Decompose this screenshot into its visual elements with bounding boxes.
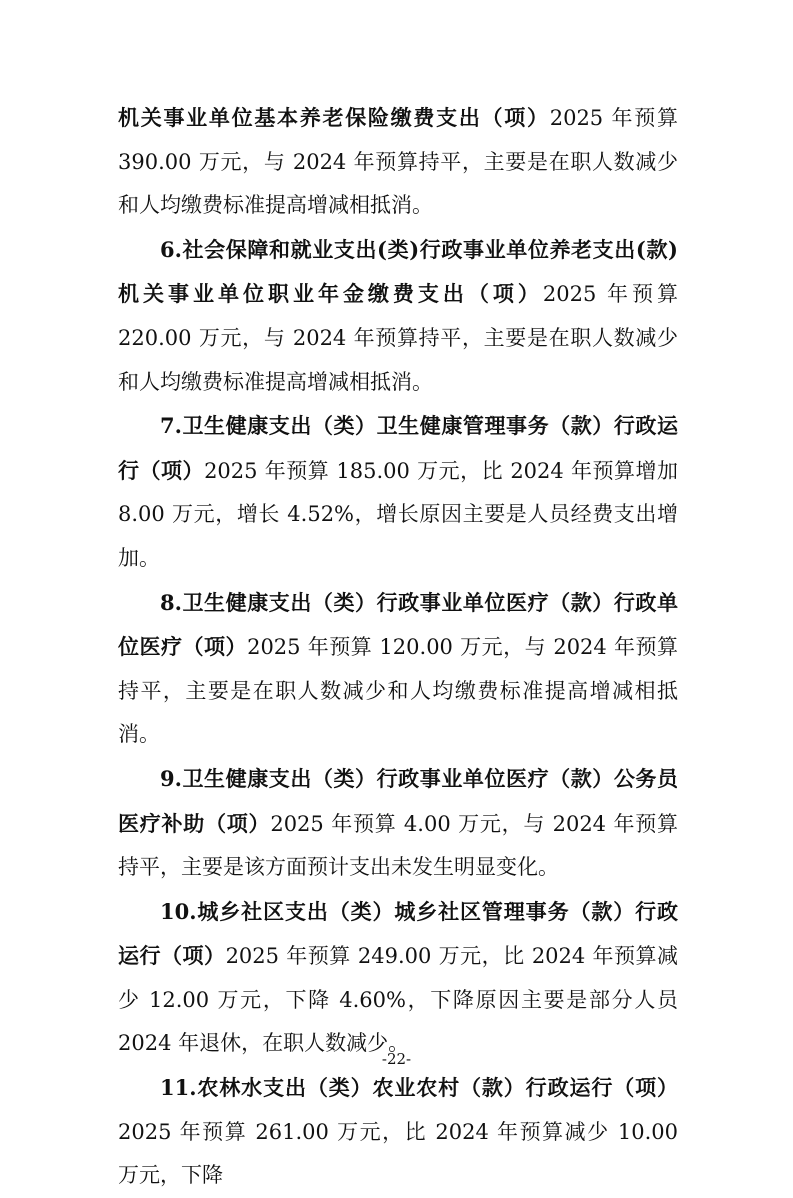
paragraph-occupational-annuity — [118, 228, 678, 404]
paragraph-pension-insurance — [118, 96, 678, 228]
paragraph-health-admin-operation — [118, 404, 678, 580]
paragraph-text: 2025 年预算 220.00 万元，与 2024 年预算持平，主要是在职人数减少和人均缴费标准提高增减相抵消。 — [118, 282, 679, 394]
paragraph-admin-unit-medical — [118, 581, 678, 757]
paragraph-heading: 11.农林水支出（类）农业农村（款）行政运行（项） — [160, 1075, 678, 1101]
paragraph-civil-servant-medical-subsidy — [118, 757, 678, 890]
document-body — [118, 96, 678, 1198]
page-number: -22- — [381, 1050, 412, 1068]
paragraph-urban-rural-community — [118, 890, 678, 1066]
paragraph-agriculture-forestry-water — [118, 1066, 678, 1198]
paragraph-heading: 机关事业单位基本养老保险缴费支出（项） — [118, 105, 550, 130]
paragraph-text: 2025 年预算 249.00 万元，比 2024 年预算减少 12.00 万元，下降 4.60%，下降原因主要是部分人员 2024 年退休，在职人数减少。 — [118, 944, 678, 1056]
paragraph-text: 2025 年预算 261.00 万元，比 2024 年预算减少 10.00 万元，下降 — [118, 1119, 678, 1188]
paragraph-text: 2025 年预算 390.00 万元，与 2024 年预算持平，主要是在职人数减少和人均缴费标准提高增减相抵消。 — [118, 106, 679, 218]
paragraph-heading: 7.卫生健康支出（类）卫生健康管理事务（款）行政运行（项） — [118, 413, 678, 483]
paragraph-heading: 9.卫生健康支出（类）行政事业单位医疗（款）公务员医疗补助（项） — [118, 765, 678, 836]
paragraph-text: 2025 年预算 120.00 万元，与 2024 年预算持平，主要是在职人数减少和人均缴费标准提高增减相抵消。 — [118, 635, 678, 747]
paragraph-heading: 10.城乡社区支出（类）城乡社区管理事务（款）行政运行（项） — [118, 898, 678, 969]
paragraph-text: 2025 年预算 185.00 万元，比 2024 年预算增加 8.00 万元，增长 4.52%，增长原因主要是人员经费支出增加。 — [118, 458, 679, 570]
paragraph-heading: 8.卫生健康支出（类）行政事业单位医疗（款）行政单位医疗（项） — [118, 589, 678, 660]
paragraph-text: 2025 年预算 4.00 万元，与 2024 年预算持平，主要是该方面预计支出未发生明显变化。 — [118, 811, 678, 880]
paragraph-heading: 6.社会保障和就业支出(类)行政事业单位养老支出(款)机关事业单位职业年金缴费支出（项） — [118, 236, 678, 307]
